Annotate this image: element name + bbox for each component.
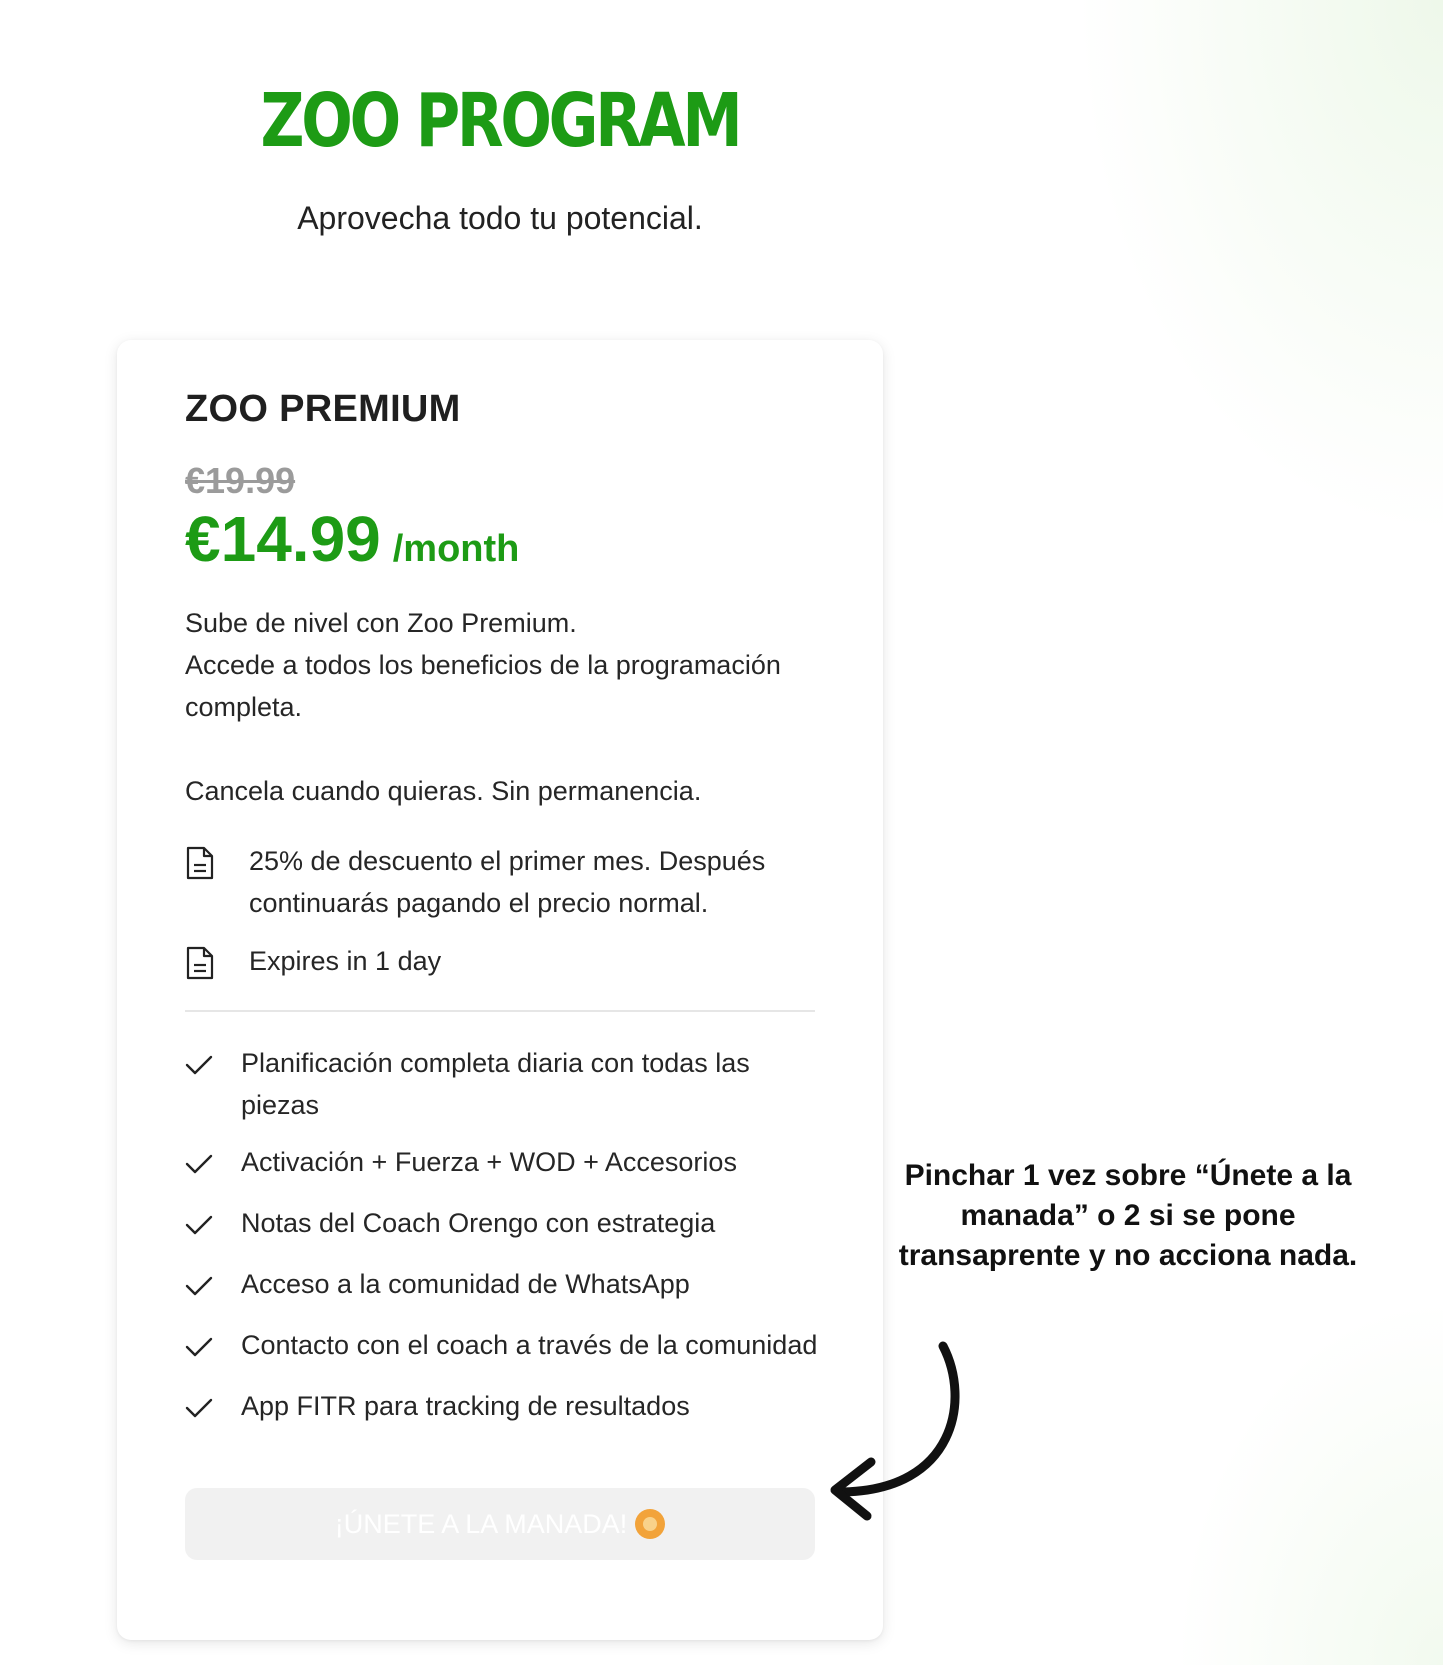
feature-text: Acceso a la comunidad de WhatsApp [241,1269,690,1299]
document-icon [185,940,249,992]
feature-item [185,1202,825,1248]
lion-face-icon [635,1509,665,1539]
note-text: Expires in 1 day [249,946,442,976]
note-item [185,840,825,924]
feature-text: Planificación completa diaria con todas las piezas [241,1048,750,1120]
price-row [185,502,519,576]
note-text: 25% de descuento el primer mes. Después continuarás pagando el precio normal. [249,846,766,918]
annotation-note: Pinchar 1 vez sobre “Únete a la manada” o 2 si se pone transaprente y no acciona nada. [898,1159,1358,1272]
brand-tagline: Aprovecha todo tu potencial. [297,200,703,236]
feature-text: Activación + Fuerza + WOD + Accesorios [241,1147,737,1177]
feature-item [185,1141,825,1187]
feature-item [185,1263,825,1309]
plan-description [185,602,825,812]
checkmark-icon [185,1202,241,1248]
feature-item [185,1324,825,1370]
checkmark-icon [185,1263,241,1309]
description-line: Accede a todos los beneficios de la programación completa. [185,650,781,722]
feature-item [185,1042,825,1126]
plan-name: ZOO PREMIUM [185,388,461,430]
feature-text: Contacto con el coach a través de la comunidad [241,1330,818,1360]
checkmark-icon [185,1042,241,1088]
curved-arrow-icon [805,1340,1005,1530]
document-icon [185,840,249,892]
brand-title: ZOO PROGRAM [260,78,740,164]
description-line: Cancela cuando quieras. Sin permanencia. [185,776,702,806]
old-price: €19.99 [185,460,296,501]
current-price: €14.99 [185,503,381,575]
description-line: Sube de nivel con Zoo Premium. [185,608,577,638]
feature-text: Notas del Coach Orengo con estrategia [241,1208,716,1238]
checkmark-icon [185,1141,241,1187]
feature-text: App FITR para tracking de resultados [241,1391,690,1421]
join-button[interactable] [185,1488,815,1560]
feature-list [185,1042,825,1446]
join-button-label: ¡ÚNETE A LA MANADA! [334,1508,628,1539]
price-period: /month [392,528,520,570]
feature-item [185,1385,825,1431]
checkmark-icon [185,1385,241,1431]
pricing-card [117,340,883,1640]
divider [185,1010,815,1012]
plan-notes [185,840,825,1008]
checkmark-icon [185,1324,241,1370]
note-item [185,940,825,992]
